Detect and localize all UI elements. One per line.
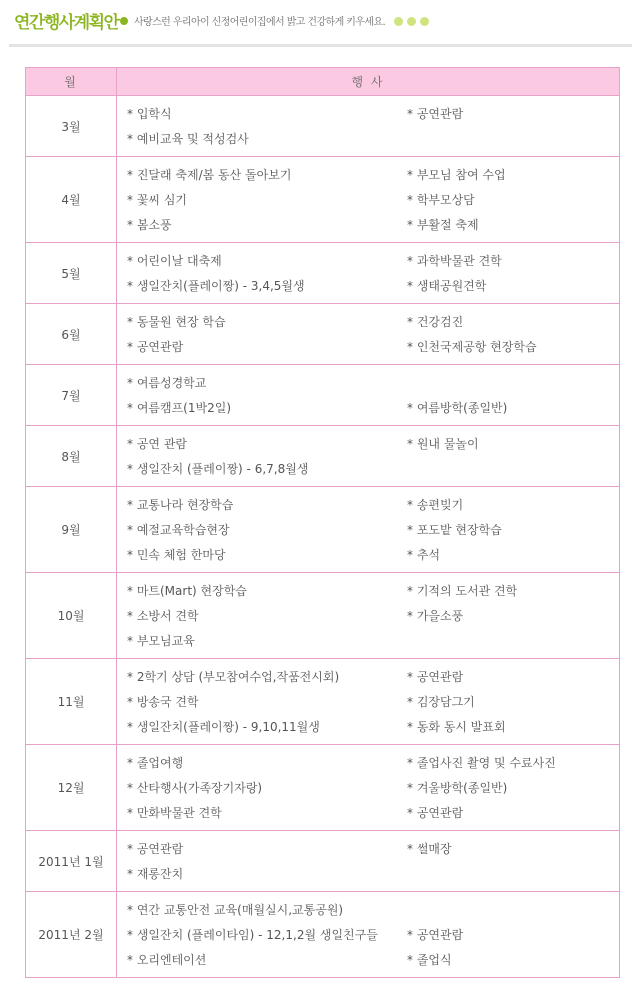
month-cell: 7월 [26, 365, 117, 426]
event-item: * 오리엔테이션 [127, 953, 207, 967]
event-item: * 기적의 도서관 견학 [407, 584, 518, 598]
events-cell [117, 157, 620, 243]
event-item: * 진달래 축제/봄 동산 돌아보기 [127, 168, 292, 182]
event-item: * 가을소풍 [407, 609, 464, 623]
dots-decoration [390, 17, 429, 29]
event-item: * 생일잔치(플레이짱) - 9,10,11월생 [127, 720, 320, 734]
events-cell [117, 365, 620, 426]
month-cell: 10월 [26, 573, 117, 659]
event-item: * 소방서 견학 [127, 609, 199, 623]
month-cell: 4월 [26, 157, 117, 243]
table-row [26, 96, 620, 157]
event-item: * 졸업사진 촬영 및 수료사진 [407, 756, 556, 770]
column-header-month: 월 [26, 68, 117, 96]
event-line [127, 431, 611, 456]
dot-icon [394, 17, 403, 26]
column-header-events: 행 사 [117, 68, 620, 96]
table-row [26, 487, 620, 573]
event-item: * 공연 관람 [127, 437, 187, 451]
event-line [127, 212, 611, 237]
page-title: 연간행사계획안 [14, 13, 119, 33]
event-line [127, 628, 611, 653]
page-header [0, 0, 634, 48]
event-item: * 공연관람 [407, 107, 464, 121]
event-item: * 송편빚기 [407, 498, 464, 512]
table-row [26, 659, 620, 745]
month-cell: 3월 [26, 96, 117, 157]
month-cell: 2011년 2월 [26, 892, 117, 978]
month-cell: 5월 [26, 243, 117, 304]
event-item: * 여름캠프(1박2일) [127, 401, 231, 415]
event-item: * 공연관람 [407, 670, 464, 684]
event-item: * 졸업여행 [127, 756, 184, 770]
events-cell [117, 745, 620, 831]
month-cell: 12월 [26, 745, 117, 831]
event-item: * 방송국 견학 [127, 695, 199, 709]
event-item: * 연간 교통안전 교육(매월실시,교통공원) [127, 903, 344, 917]
event-line [127, 947, 611, 972]
event-line [127, 456, 611, 481]
event-item: * 동물원 현장 학습 [127, 315, 226, 329]
event-item: * 2학기 상담 (부모참여수업,작품전시회) [127, 670, 340, 684]
event-item: * 꽃씨 심기 [127, 193, 187, 207]
event-line [127, 334, 611, 359]
event-item: * 겨울방학(종일반) [407, 781, 508, 795]
bullet-icon [120, 17, 128, 25]
table-row [26, 745, 620, 831]
table-row [26, 365, 620, 426]
event-line [127, 126, 611, 151]
event-item: * 생일잔치(플레이짱) - 3,4,5월생 [127, 279, 305, 293]
event-item: * 입학식 [127, 107, 172, 121]
event-item: * 공연관람 [407, 928, 464, 942]
event-line [127, 922, 611, 947]
event-line [127, 689, 611, 714]
event-item: * 산타행사(가족장기자랑) [127, 781, 263, 795]
event-line [127, 187, 611, 212]
event-line [127, 603, 611, 628]
event-item: * 인천국제공항 현장학습 [407, 340, 537, 354]
events-cell [117, 831, 620, 892]
table-row [26, 573, 620, 659]
event-line [127, 800, 611, 825]
event-item: * 마트(Mart) 현장학습 [127, 584, 247, 598]
events-cell [117, 426, 620, 487]
event-item: * 봄소풍 [127, 218, 172, 232]
event-line [127, 273, 611, 298]
event-item: * 어린이날 대축제 [127, 254, 222, 268]
event-item: * 여름성경학교 [127, 376, 207, 390]
table-row [26, 831, 620, 892]
events-cell [117, 573, 620, 659]
event-item: * 생태공원견학 [407, 279, 487, 293]
event-item: * 동화 동시 발표회 [407, 720, 506, 734]
events-cell [117, 892, 620, 978]
table-row [26, 157, 620, 243]
table-header-row [26, 68, 620, 96]
month-cell: 9월 [26, 487, 117, 573]
events-cell [117, 96, 620, 157]
month-cell: 11월 [26, 659, 117, 745]
event-line [127, 714, 611, 739]
event-item: * 졸업식 [407, 953, 452, 967]
events-cell [117, 243, 620, 304]
event-item: * 공연관람 [407, 806, 464, 820]
event-line [127, 750, 611, 775]
event-item: * 생일잔치 (플레이타임) - 12,1,2월 생일친구들 [127, 928, 378, 942]
event-item: * 건강검진 [407, 315, 464, 329]
schedule-table [25, 67, 620, 978]
event-item: * 공연관람 [127, 842, 184, 856]
event-item: * 예절교육학습현장 [127, 523, 230, 537]
event-item: * 민속 체험 한마당 [127, 548, 226, 562]
event-line [127, 664, 611, 689]
event-line [127, 162, 611, 187]
event-line [127, 101, 611, 126]
event-line [127, 861, 611, 886]
event-item: * 학부모상담 [407, 193, 475, 207]
event-item: * 김장담그기 [407, 695, 475, 709]
table-row [26, 892, 620, 978]
tagline [120, 13, 429, 29]
event-line [127, 897, 611, 922]
table-row [26, 243, 620, 304]
event-line [127, 542, 611, 567]
event-item: * 포도밭 현장학습 [407, 523, 502, 537]
dot-icon [420, 17, 429, 26]
schedule-body [26, 96, 620, 978]
month-cell: 2011년 1월 [26, 831, 117, 892]
event-item: * 부모님교육 [127, 634, 195, 648]
event-line [127, 370, 611, 395]
event-item: * 만화박물관 견학 [127, 806, 222, 820]
event-line [127, 309, 611, 334]
event-line [127, 517, 611, 542]
event-item: * 생일잔치 (플레이짱) - 6,7,8월생 [127, 462, 309, 476]
event-item: * 교통나라 현장학습 [127, 498, 234, 512]
event-item: * 여름방학(종일반) [407, 401, 508, 415]
event-line [127, 836, 611, 861]
event-item: * 부활절 축제 [407, 218, 479, 232]
event-line [127, 248, 611, 273]
event-item: * 재롱잔치 [127, 867, 184, 881]
event-item: * 추석 [407, 548, 440, 562]
event-item: * 공연관람 [127, 340, 184, 354]
event-item: * 과학박물관 견학 [407, 254, 502, 268]
events-cell [117, 304, 620, 365]
event-line [127, 578, 611, 603]
event-item: * 부모님 참여 수업 [407, 168, 506, 182]
event-line [127, 395, 611, 420]
month-cell: 8월 [26, 426, 117, 487]
event-item: * 예비교육 및 적성검사 [127, 132, 249, 146]
table-row [26, 304, 620, 365]
event-item: * 원내 물놀이 [407, 437, 479, 451]
month-cell: 6월 [26, 304, 117, 365]
event-line [127, 492, 611, 517]
header-divider [9, 44, 632, 47]
tagline-text: 사랑스런 우리아이 신정어린이집에서 밝고 건강하게 키우세요. [134, 17, 386, 28]
event-line [127, 775, 611, 800]
event-item: * 썰매장 [407, 842, 452, 856]
dot-icon [407, 17, 416, 26]
events-cell [117, 487, 620, 573]
table-row [26, 426, 620, 487]
events-cell [117, 659, 620, 745]
